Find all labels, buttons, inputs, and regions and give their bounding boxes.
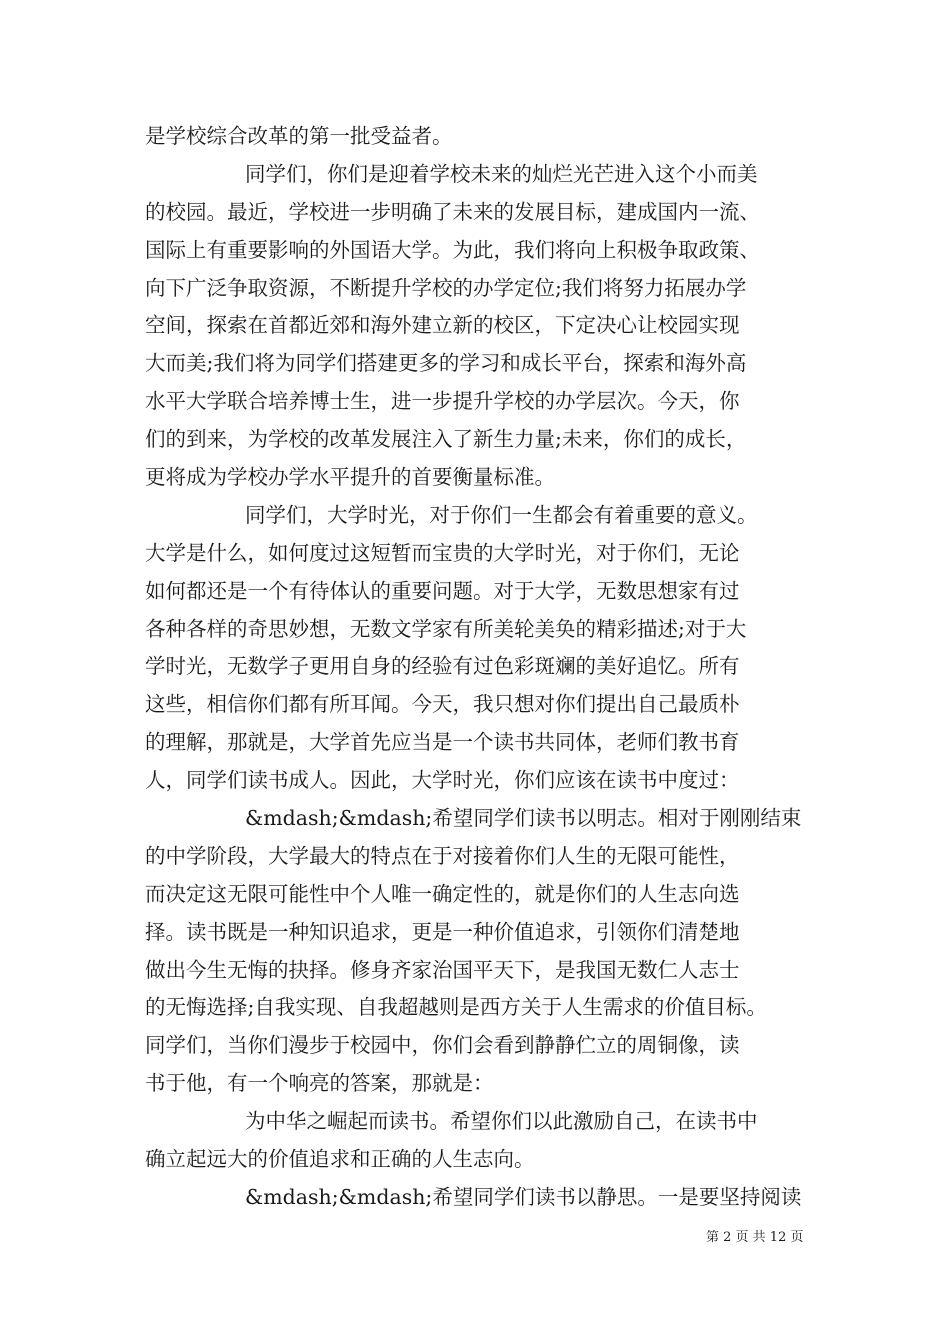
text-line: 的中学阶段，大学最大的特点在于对接着你们人生的无限可能性， [145, 843, 740, 868]
text-line: 同学们，大学时光，对于你们一生都会有着重要的意义。 [245, 502, 758, 527]
text-line: 书于他，有一个响亮的答案，那就是： [145, 1071, 494, 1096]
text-line: 水平大学联合培养博士生，进一步提升学校的办学层次。今天，你 [145, 389, 740, 414]
text-line: 大而美;我们将为同学们搭建更多的学习和成长平台，探索和海外高 [145, 351, 747, 376]
text-line: 的理解，那就是，大学首先应当是一个读书共同体，老师们教书育 [145, 730, 740, 755]
text-line: 更将成为学校办学水平提升的首要衡量标准。 [145, 465, 555, 490]
text-line: 人，同学们读书成人。因此，大学时光，你们应该在读书中度过： [145, 768, 740, 793]
text-line: 而决定这无限可能性中个人唯一确定性的，就是你们的人生志向选 [145, 881, 740, 906]
text-line: 择。读书既是一种知识追求，更是一种价值追求，引领你们清楚地 [145, 919, 740, 944]
page-number-footer: 第 2 页 共 12 页 [706, 1230, 804, 1245]
text-line: 是学校综合改革的第一批受益者。 [145, 124, 453, 148]
text-line: &mdash;&mdash;希望同学们读书以静思。一是要坚持阅读 [245, 1184, 802, 1209]
text-line: 学时光，无数学子更用自身的经验有过色彩斑斓的美好追忆。所有 [145, 654, 740, 679]
text-line: 同学们，当你们漫步于校园中，你们会看到静静伫立的周铜像，读 [145, 1033, 740, 1058]
text-line: 大学是什么，如何度过这短暂而宝贵的大学时光，对于你们，无论 [145, 540, 740, 565]
text-line: 做出今生无悔的抉择。修身齐家治国平天下，是我国无数仁人志士 [145, 957, 740, 982]
text-line: 的无悔选择;自我实现、自我超越则是西方关于人生需求的价值目标。 [145, 995, 767, 1020]
text-line: 国际上有重要影响的外国语大学。为此，我们将向上积极争取政策、 [145, 237, 760, 262]
text-line: 确立起远大的价值追求和正确的人生志向。 [145, 1147, 535, 1172]
body-text [145, 118, 815, 1217]
text-line: 向下广泛争取资源，不断提升学校的办学定位;我们将努力拓展办学 [145, 275, 747, 300]
text-line: 这些，相信你们都有所耳闻。今天，我只想对你们提出自己最质朴 [145, 692, 740, 717]
text-line: 们的到来，为学校的改革发展注入了新生力量;未来，你们的成长， [145, 427, 747, 452]
text-line: 各种各样的奇思妙想，无数文学家有所美轮美奂的精彩描述;对于大 [145, 616, 747, 641]
text-line: 的校园。最近，学校进一步明确了未来的发展目标，建成国内一流、 [145, 199, 760, 224]
text-line: 为中华之崛起而读书。希望你们以此激励自己，在读书中 [245, 1109, 758, 1134]
text-line: 同学们，你们是迎着学校未来的灿烂光芒进入这个小而美 [245, 161, 758, 186]
text-line: &mdash;&mdash;希望同学们读书以明志。相对于刚刚结束 [245, 806, 802, 831]
text-line: 空间，探索在首都近郊和海外建立新的校区，下定决心让校园实现 [145, 313, 740, 338]
text-line: 如何都还是一个有待体认的重要问题。对于大学，无数思想家有过 [145, 578, 740, 603]
